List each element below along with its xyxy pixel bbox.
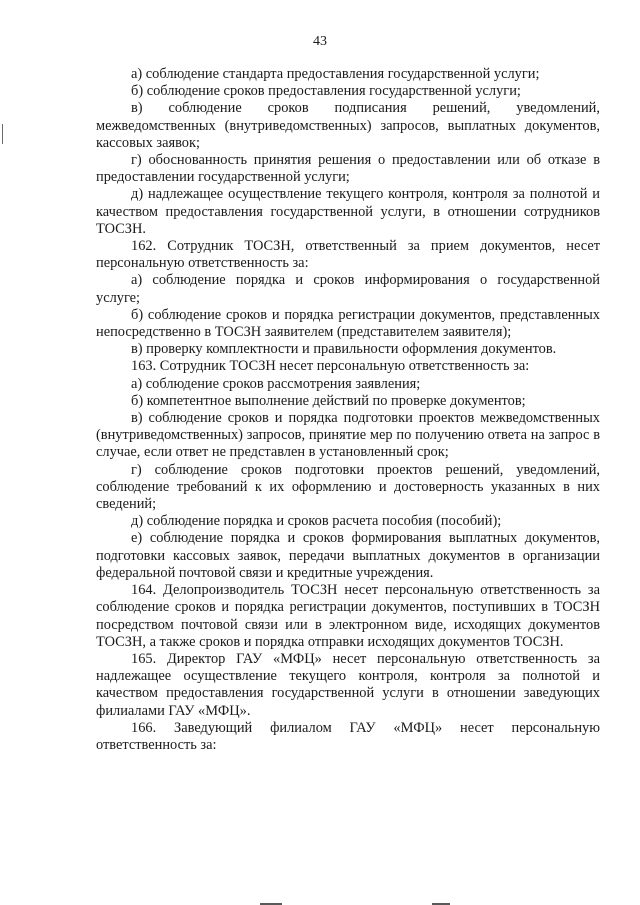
paragraph: г) соблюдение сроков подготовки проектов решений, уведомлений, соблюдение требований к их оформлению и достоверность указанных в них сведений; [96, 461, 600, 513]
paragraph: 162. Сотрудник ТОСЗН, ответственный за прием документов, несет персональную ответственность за: [96, 238, 600, 272]
paragraph: 163. Сотрудник ТОСЗН несет персональную ответственность за: [131, 358, 530, 375]
scan-margin-mark [2, 124, 3, 144]
paragraph: 165. Директор ГАУ «МФЦ» несет персональную ответственность за надлежащее осуществление текущего контроля, контроля за полнотой и качеством предоставления государственной услуги в отношении заведующих филиалами ГАУ «МФЦ». [96, 650, 600, 719]
paragraph: е) соблюдение порядка и сроков формирования выплатных документов, подготовки кассовых заявок, передачи выплатных документов в организации федеральной почтовой связи и кредитные учреждения. [96, 530, 600, 581]
paragraph: а) соблюдение стандарта предоставления государственной услуги; [131, 66, 540, 82]
paragraph: в) соблюдение сроков подписания решений, уведомлений, межведомственных (внутриведомственных) запросов, выплатных документов, кассовых заявок; [96, 100, 600, 151]
paragraph: а) соблюдение сроков рассмотрения заявления; [131, 375, 421, 392]
paragraph: б) соблюдение сроков предоставления государственной услуги; [131, 83, 521, 100]
paragraph: в) проверку комплектности и правильности оформления документов. [131, 341, 557, 358]
paragraph: 166. Заведующий филиалом ГАУ «МФЦ» несет персональную ответственность за: [96, 719, 600, 753]
paragraph: д) надлежащее осуществление текущего контроля, контроля за полнотой и качеством предоставления государственной услуги, в отношении сотрудников ТОСЗН. [96, 186, 600, 237]
document-body [96, 66, 600, 754]
paragraph: г) обоснованность принятия решения о предоставлении или об отказе в предоставлении государственной услуги; [96, 152, 600, 186]
paragraph: а) соблюдение порядка и сроков информирования о государственной услуге; [96, 272, 600, 306]
paragraph: в) соблюдение сроков и порядка подготовки проектов межведомственных (внутриведомственных) запросов, принятие мер по получению ответа на запрос в случае, если ответ не представлен в установленный срок; [96, 410, 600, 461]
paragraph: 164. Делопроизводитель ТОСЗН несет персональную ответственность за соблюдение сроков и порядка регистрации документов, поступивших в ТОСЗН посредством почтовой связи или в электронном виде, исходящих документов ТОСЗН, а также сроков и порядка отправки исходящих документов ТОСЗН. [96, 582, 600, 650]
paragraph: б) соблюдение сроков и порядка регистрации документов, представленных непосредственно в ТОСЗН заявителем (представителем заявителя); [96, 306, 600, 341]
paragraph: б) компетентное выполнение действий по проверке документов; [131, 392, 526, 409]
paragraph: д) соблюдение порядка и сроков расчета пособия (пособий); [131, 513, 502, 530]
page-number: 43 [313, 34, 327, 49]
